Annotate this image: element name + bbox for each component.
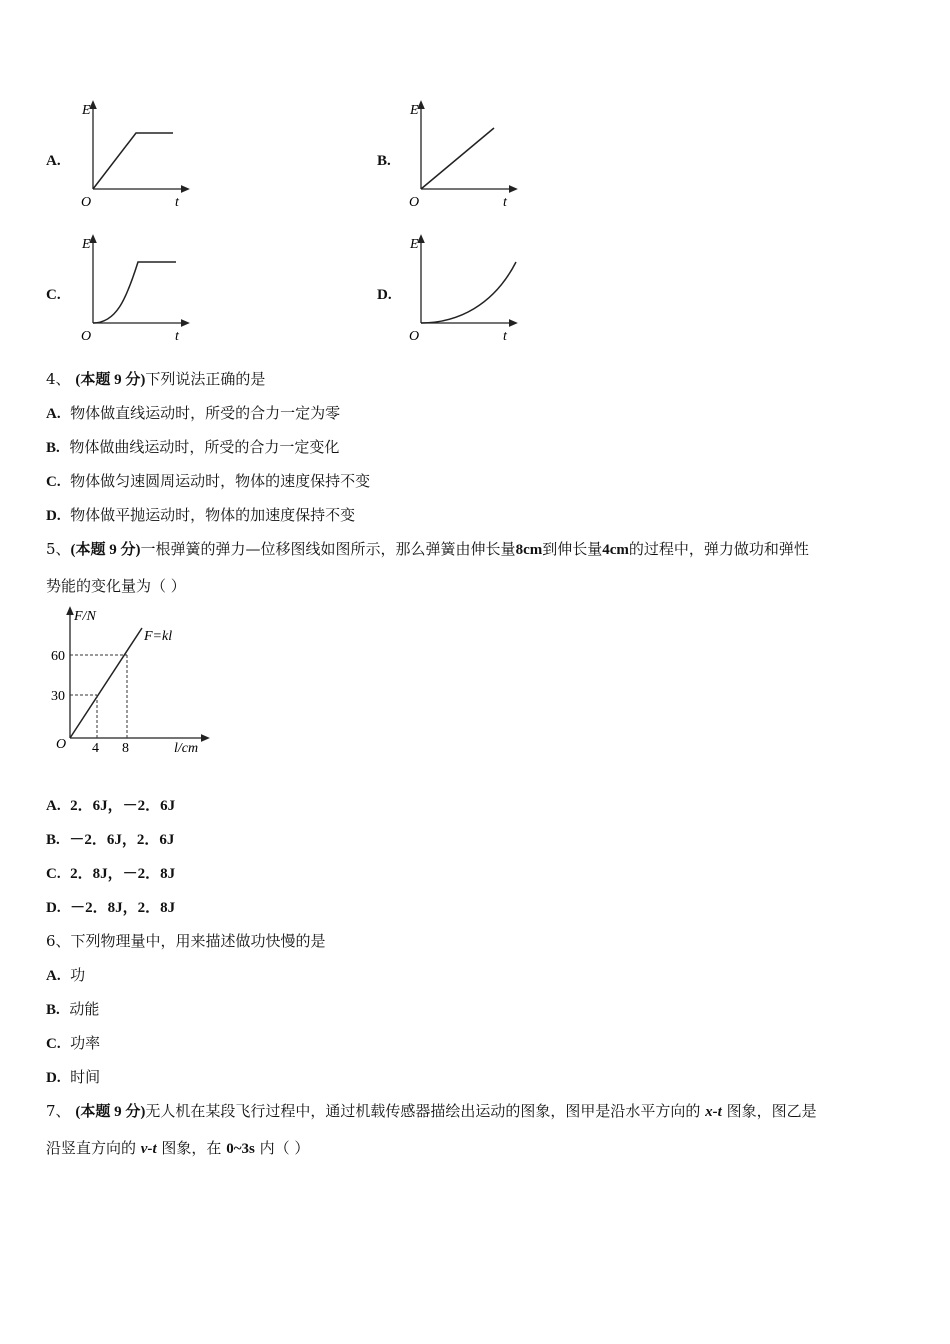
x-axis-label: t xyxy=(175,329,179,344)
q7-stem-text: 沿竖直方向的 xyxy=(46,1139,137,1157)
option-label: B. xyxy=(46,1002,60,1018)
q6-option-b[interactable] xyxy=(46,999,99,1020)
q7-score: (本题 9 分) xyxy=(75,1104,146,1120)
tick-60: 60 xyxy=(51,649,65,664)
option-label: C. xyxy=(46,1036,61,1052)
option-text: 物体做平抛运动时，物体的加速度保持不变 xyxy=(70,506,356,524)
q7-stem-text: 图象，在 xyxy=(161,1139,222,1157)
q4-option-b[interactable] xyxy=(46,437,339,458)
q5-spring-graph xyxy=(46,604,216,756)
option-label: D. xyxy=(46,900,61,916)
q7-stem-line2 xyxy=(46,1138,309,1159)
q6-option-d[interactable] xyxy=(46,1067,100,1088)
q5-option-d[interactable] xyxy=(46,897,175,918)
q7-vt: v-t xyxy=(140,1141,157,1157)
q7-number: 7、 xyxy=(46,1102,71,1120)
graph-d xyxy=(398,230,528,348)
q5-stem-text: 一根弹簧的弹力—位移图线如图所示，那么弹簧由伸长量 xyxy=(140,540,516,558)
q4-stem xyxy=(46,369,265,390)
tick-30: 30 xyxy=(51,689,65,704)
q6-option-a[interactable] xyxy=(46,965,85,986)
x-axis-label: t xyxy=(503,329,507,344)
option-label: D. xyxy=(46,508,61,524)
option-text: －2．6J，2．6J xyxy=(69,832,175,848)
option-text: －2．8J，2．8J xyxy=(70,900,176,916)
q7-stem-text: 无人机在某段飞行过程中，通过机载传感器描绘出运动的图象，图甲是沿水平方向的 xyxy=(145,1102,701,1120)
y-axis-label: E xyxy=(82,103,91,118)
curve-d xyxy=(421,262,516,323)
tick-8: 8 xyxy=(122,741,129,756)
curve-b xyxy=(421,128,494,189)
q7-stem-text: 内（ ） xyxy=(259,1139,310,1157)
origin-label: O xyxy=(81,329,92,344)
option-text: 2．6J，－2．6J xyxy=(70,798,176,814)
q5-number: 5、 xyxy=(46,540,71,558)
x-axis-label: t xyxy=(503,195,507,210)
option-label: A. xyxy=(46,968,61,984)
option-label: B. xyxy=(46,832,60,848)
option-text: 时间 xyxy=(70,1068,101,1086)
option-text: 功 xyxy=(70,966,86,984)
q5-score: (本题 9 分) xyxy=(70,542,141,558)
graph-c xyxy=(70,230,200,348)
option-label: B. xyxy=(46,440,60,456)
option-text: 功率 xyxy=(70,1034,101,1052)
curve-c xyxy=(93,262,176,323)
q6-number: 6、 xyxy=(46,932,71,950)
curve-a xyxy=(93,133,173,189)
x-axis-label: l/cm xyxy=(174,741,199,756)
option-a-label[interactable]: A. xyxy=(46,153,61,169)
force-line xyxy=(70,628,142,738)
q5-stem-text: 的过程中，弹力做功和弹性 xyxy=(628,540,809,558)
origin-label: O xyxy=(56,737,67,752)
q4-score: (本题 9 分) xyxy=(75,372,146,388)
q5-stem-line2: 势能的变化量为（ ） xyxy=(46,577,186,595)
option-label: C. xyxy=(46,474,61,490)
option-text: 物体做匀速圆周运动时，物体的速度保持不变 xyxy=(70,472,371,490)
option-text: 物体做直线运动时，所受的合力一定为零 xyxy=(70,404,341,422)
q6-stem xyxy=(46,931,326,951)
y-axis-label: F/N xyxy=(74,609,96,624)
y-axis-label: E xyxy=(82,237,91,252)
option-label: D. xyxy=(46,1070,61,1086)
origin-label: O xyxy=(81,195,92,210)
origin-label: O xyxy=(409,329,420,344)
y-axis-label: E xyxy=(410,103,419,118)
q4-stem-text: 下列说法正确的是 xyxy=(145,370,266,388)
graph-b xyxy=(398,96,528,214)
q4-number: 4、 xyxy=(46,370,71,388)
q4-option-a[interactable] xyxy=(46,403,340,424)
x-axis-label: t xyxy=(175,195,179,210)
q5-option-b[interactable] xyxy=(46,829,174,850)
q6-option-c[interactable] xyxy=(46,1033,100,1054)
option-text: 2．8J，－2．8J xyxy=(70,866,176,882)
option-label: A. xyxy=(46,406,61,422)
line-label: F=kl xyxy=(144,629,173,644)
origin-label: O xyxy=(409,195,420,210)
option-d-label[interactable]: D. xyxy=(377,287,392,303)
tick-4: 4 xyxy=(92,741,99,756)
q7-stem-line1 xyxy=(46,1101,817,1122)
option-label: C. xyxy=(46,866,61,882)
option-text: 物体做曲线运动时，所受的合力一定变化 xyxy=(69,438,340,456)
graph-a xyxy=(70,96,200,214)
q5-value-8cm: 8cm xyxy=(515,542,543,558)
q4-option-c[interactable] xyxy=(46,471,370,492)
q4-option-d[interactable] xyxy=(46,505,355,526)
option-text: 动能 xyxy=(69,1000,100,1018)
q5-value-4cm: 4cm xyxy=(602,542,629,558)
q6-stem-text: 下列物理量中，用来描述做功快慢的是 xyxy=(70,932,326,950)
q7-time-range: 0~3s xyxy=(226,1141,255,1157)
option-label: A. xyxy=(46,798,61,814)
option-b-label[interactable]: B. xyxy=(377,153,391,169)
q5-stem-line1 xyxy=(46,539,809,560)
y-axis-label: E xyxy=(410,237,419,252)
q5-option-a[interactable] xyxy=(46,795,175,816)
option-c-label[interactable]: C. xyxy=(46,287,61,303)
q7-stem-text: 图象，图乙是 xyxy=(726,1102,817,1120)
q7-xt: x-t xyxy=(705,1104,722,1120)
q5-stem-text: 到伸长量 xyxy=(542,540,603,558)
q5-option-c[interactable] xyxy=(46,863,175,884)
